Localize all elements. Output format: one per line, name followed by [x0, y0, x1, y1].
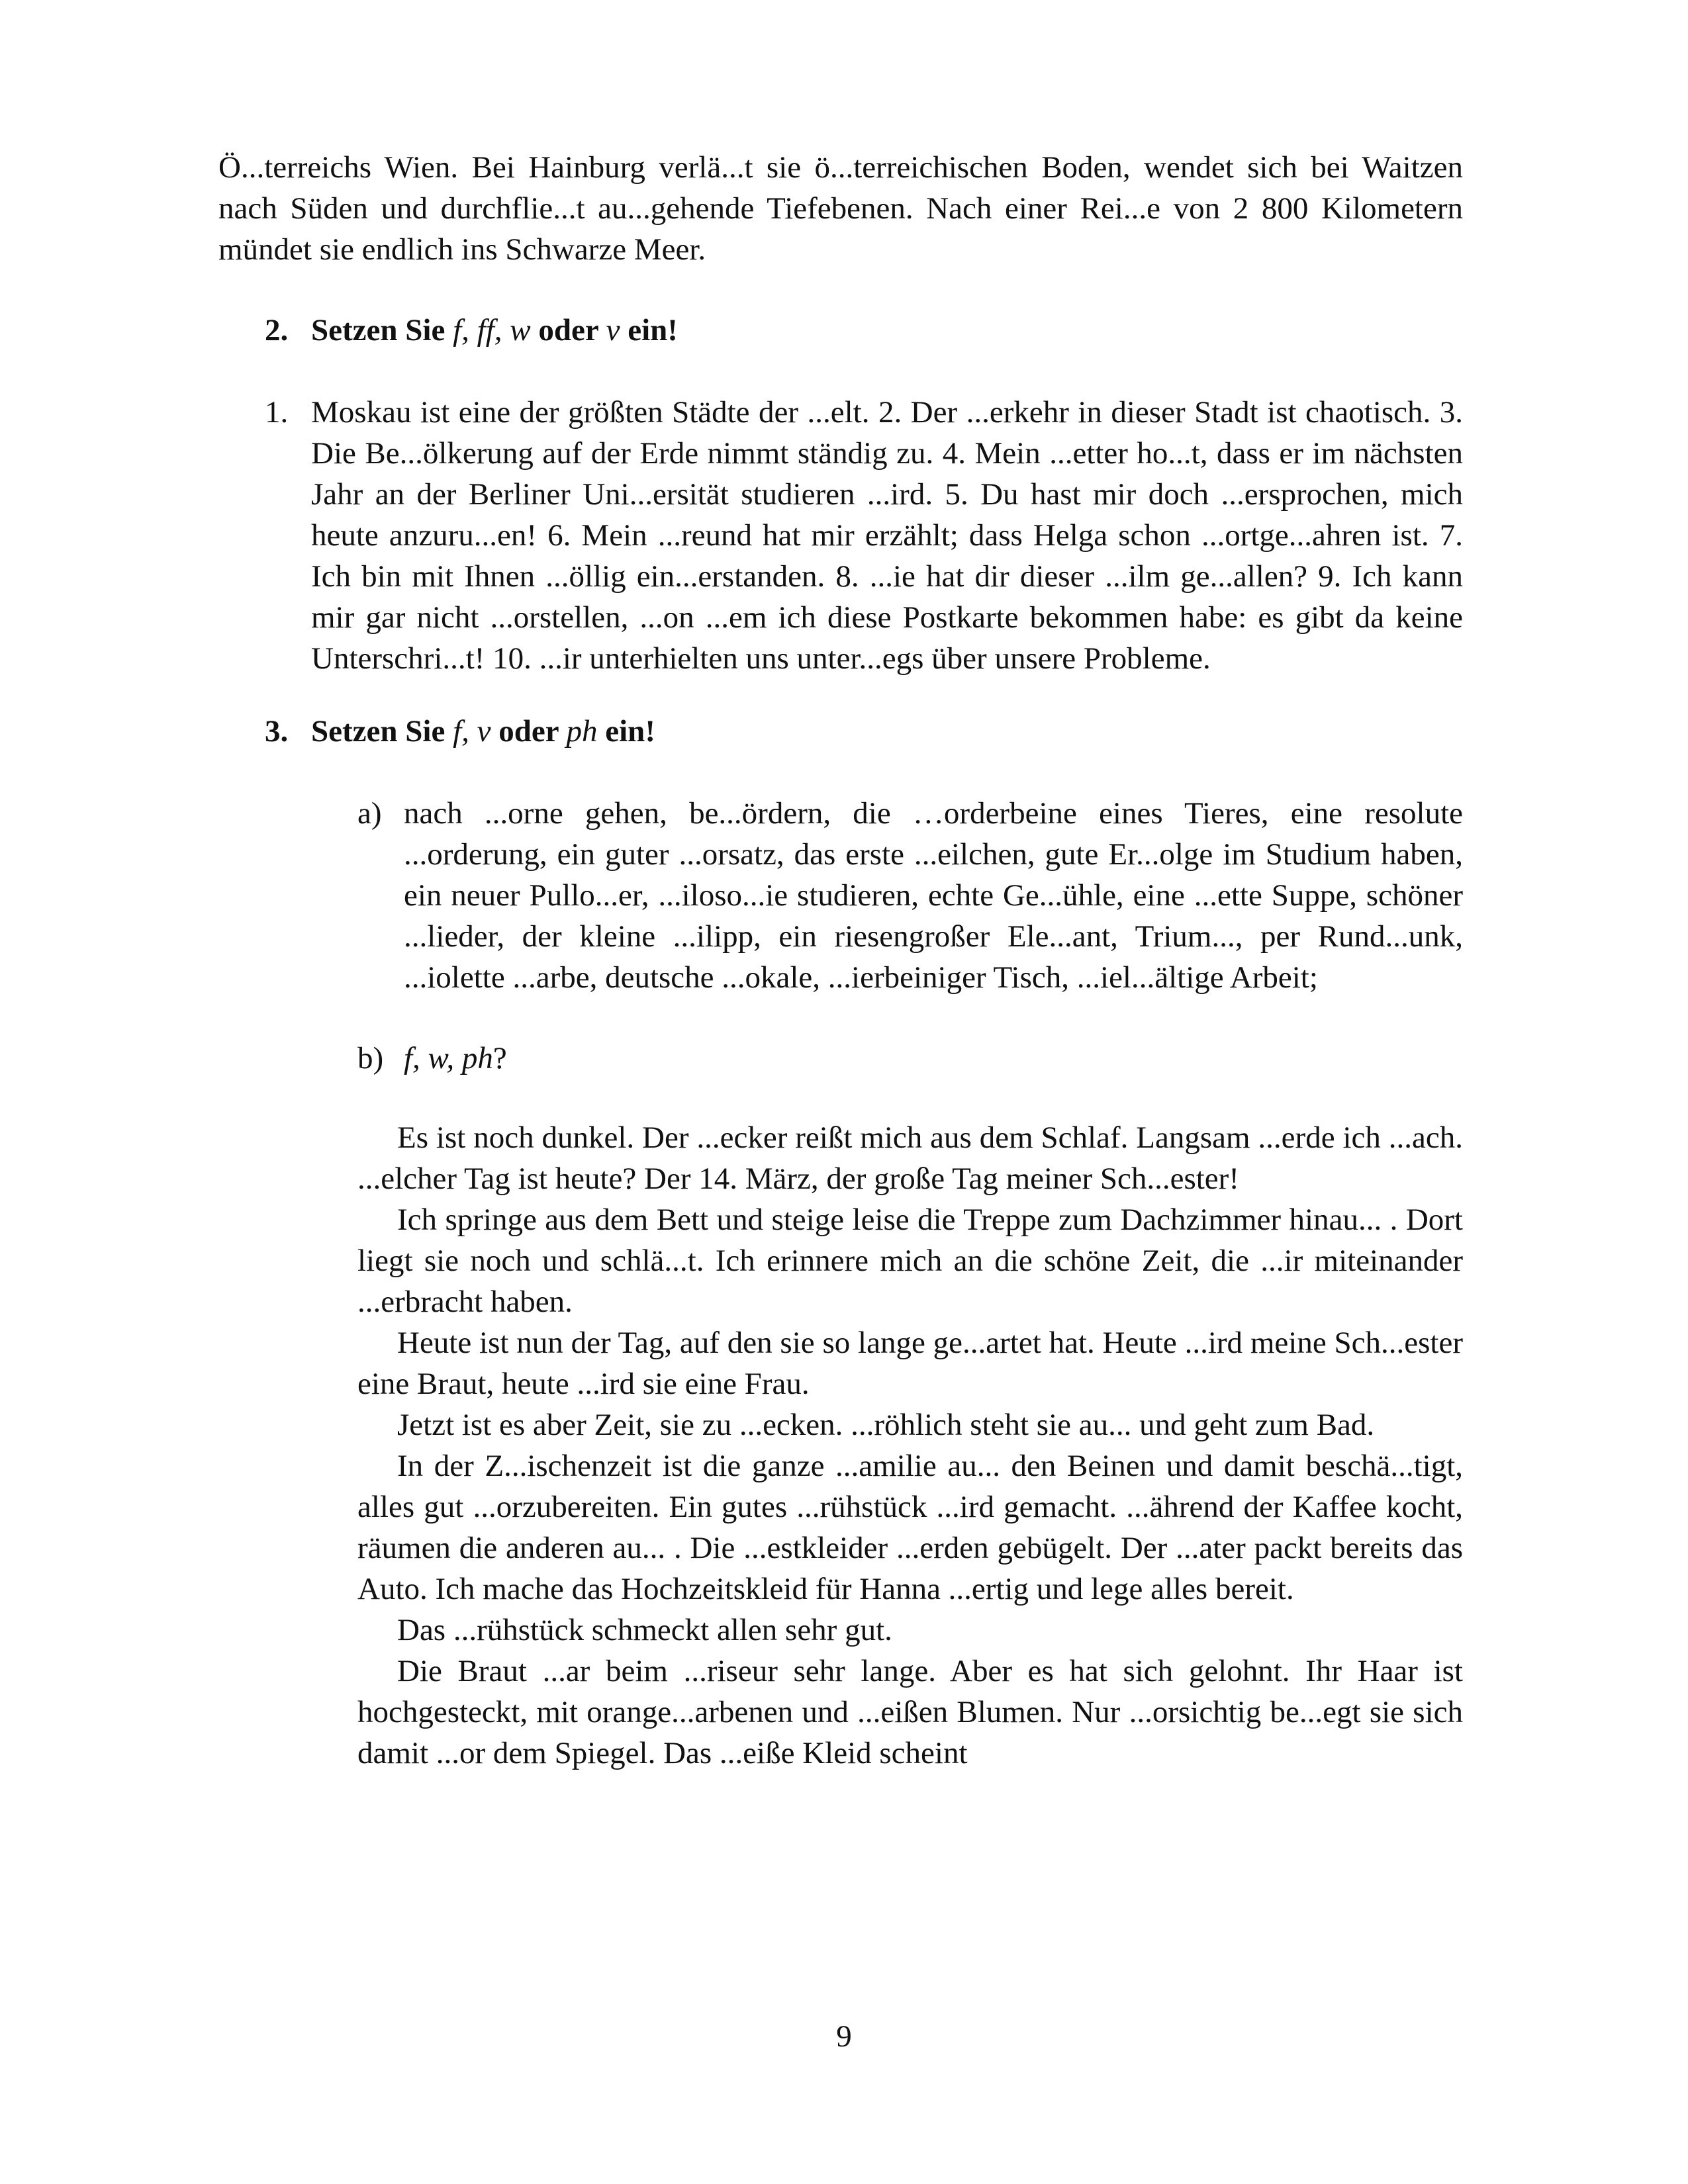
- exercise-2-text: Moskau ist eine der größten Städte der ...elt. 2. Der ...erkehr in dieser Stadt ist chaotisch. 3. Die Be...ölkerung auf der Erde nimmt ständig zu. 4. Mein ...etter ho...t, dass er im nächsten Jahr an der Berliner Uni...ersität studieren ...ird. 5. Du hast mir doch ...ersprochen, mich heute anzuru...en! 6. Mein ...reund hat mir erzählt; dass Helga schon ...ortge...ahren ist. 7. Ich bin mit Ihnen ...öllig ein...erstanden. 8. ...ie hat dir dieser ...ilm ge...allen? 9. Ich kann mir gar nicht ...orstellen, ...on ...em ich diese Postkarte bekommen habe: es gibt da keine Unterschri...t! 10. ...ir unterhielten uns unter...egs über unsere Probleme.: [311, 395, 1463, 676]
- exercise-2-oder: oder: [530, 313, 606, 347]
- story-text: [218, 1117, 1463, 1774]
- story-paragraph: Es ist noch dunkel. Der ...ecker reißt mich aus dem Schlaf. Langsam ...erde ich ...ach. ...elcher Tag ist heute? Der 14. März, der große Tag meiner Sch...ester!: [357, 1120, 1463, 1196]
- exercise-3-part-a: [218, 793, 1463, 998]
- exercise-2-title-end: ein!: [620, 313, 678, 347]
- part-b-label: f, w, ph: [404, 1041, 493, 1075]
- part-a-marker: a): [357, 796, 382, 831]
- story-paragraph: In der Z...ischenzeit ist die ganze ...amilie au... den Beinen und damit beschä...tigt, alles gut ...orzubereiten. Ein gutes ...rühstück ...ird gemacht. ...ährend der Kaffee kocht, räumen die anderen au... . Die ...estkleider ...erden gebügelt. Der ...ater packt bereits das Auto. Ich mache das Hochzeitskleid für Hanna ...ertig und lege alles bereit.: [357, 1449, 1463, 1606]
- story-paragraph: Heute ist nun der Tag, auf den sie so lange ge...artet hat. Heute ...ird meine Sch...ester eine Braut, heute ...ird sie eine Frau.: [357, 1326, 1463, 1401]
- story-paragraph: Das ...rühstück schmeckt allen sehr gut.: [397, 1613, 892, 1647]
- part-a-text: nach ...orne gehen, be...ördern, die …orderbeine eines Tieres, eine resolute ...orderung, ein guter ...orsatz, das erste ...eilchen, gute Er...olge im Studium haben, ein neuer Pullo...er, ...iloso...ie studieren, echte Ge...ühle, eine ...ette Suppe, schöner ...lieder, der kleine ...ilipp, ein riesengroßer Ele...ant, Trium..., per Rund...unk, ...iolette ...arbe, deutsche ...okale, ...ierbeiniger Tisch, ...iel...ältige Arbeit;: [404, 796, 1463, 995]
- exercise-2-title-start: Setzen Sie: [311, 313, 453, 347]
- exercise-3-part-b-heading: [218, 1038, 1463, 1079]
- exercise-2-item-marker: 1.: [265, 395, 289, 430]
- story-paragraph: Ich springe aus dem Bett und steige leise die Treppe zum Dachzimmer hinau... . Dort liegt sie noch und schlä...t. Ich erinnere mich an die schöne Zeit, die ...ir miteinander ...erbracht haben.: [357, 1203, 1463, 1319]
- exercise-2-letters-a: f, ff, w: [453, 313, 531, 347]
- part-b-suffix: ?: [492, 1041, 507, 1075]
- intro-paragraph: Ö...terreichs Wien. Bei Hainburg verlä...t sie ö...terreichischen Boden, wendet sich bei Waitzen nach Süden und durchflie...t au...gehende Tiefebenen. Nach einer Rei...e von 2 800 Kilometern mündet sie endlich ins Schwarze Meer.: [218, 150, 1463, 267]
- exercise-2-heading: [218, 310, 1463, 351]
- exercise-3-number: 3.: [265, 714, 289, 749]
- exercise-3-letters-a: f, v: [453, 714, 491, 749]
- exercise-3-title-end: ein!: [597, 714, 655, 749]
- exercise-3-heading: [218, 711, 1463, 752]
- story-paragraph: Die Braut ...ar beim ...riseur sehr lange. Aber es hat sich gelohnt. Ihr Haar ist hochgesteckt, mit orange...arbenen und ...eißen Blumen. Nur ...orsichtig be...egt sie sich damit ...or dem Spiegel. Das ...eiße Kleid scheint: [357, 1654, 1463, 1770]
- exercise-3-title-start: Setzen Sie: [311, 714, 453, 749]
- exercise-2-number: 2.: [265, 313, 289, 347]
- exercise-2-letters-b: v: [606, 313, 620, 347]
- document-page: [218, 147, 1463, 1774]
- exercise-3-letters-b: ph: [566, 714, 598, 749]
- part-b-marker: b): [357, 1041, 384, 1075]
- page-number: 9: [836, 2019, 852, 2054]
- exercise-3-oder: oder: [491, 714, 567, 749]
- exercise-2-item: [218, 392, 1463, 679]
- story-paragraph: Jetzt ist es aber Zeit, sie zu ...ecken. ...röhlich steht sie au... und geht zum Bad.: [397, 1408, 1375, 1442]
